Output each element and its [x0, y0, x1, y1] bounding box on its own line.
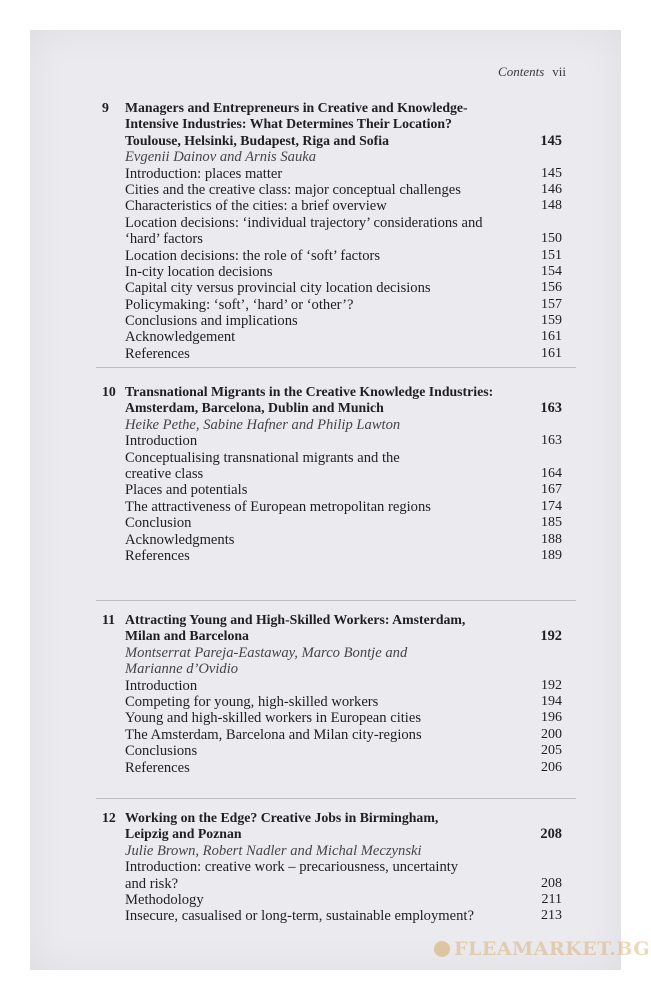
toc-entry-text: Insecure, casualised or long-term, sustainable employment?: [125, 908, 474, 925]
chapter-title-line-text: Intensive Industries: What Determines Their Location?: [125, 116, 452, 132]
toc-entry-text: ‘hard’ factors: [125, 231, 203, 248]
page-number: 145: [541, 165, 562, 181]
section-divider: [96, 798, 576, 799]
chapter-title-line: [30, 400, 621, 416]
toc-entry: [30, 248, 621, 264]
running-head: [30, 64, 566, 80]
page-number: 163: [541, 433, 562, 449]
page-number: 164: [541, 465, 562, 481]
toc-entry: [30, 515, 621, 531]
toc-entry: [30, 482, 621, 498]
toc-entry: [30, 313, 621, 329]
chapter-12: [30, 810, 621, 925]
toc-entry-text: References: [125, 547, 190, 564]
watermark-logo: FLEAMARKET.BG: [434, 938, 650, 960]
toc-entry-text: Location decisions: ‘individual trajectory’ considerations and: [125, 214, 483, 231]
page-number: 154: [541, 263, 562, 279]
chapter-title-line: [30, 826, 621, 842]
toc-entry: [30, 499, 621, 515]
toc-entry-text: Conclusion: [125, 515, 192, 532]
toc-entry: [30, 678, 621, 694]
page-number: 156: [541, 280, 562, 296]
page-number: 192: [540, 628, 562, 645]
toc-entry: [30, 166, 621, 182]
toc-entry-text: Policymaking: ‘soft’, ‘hard’ or ‘other’?: [125, 296, 354, 313]
chapter-9: [30, 100, 621, 362]
toc-entry-text: Acknowledgement: [125, 329, 236, 346]
toc-entry-text: Conclusions: [125, 743, 198, 760]
toc-entry-text: References: [125, 345, 190, 362]
toc-entry: [30, 710, 621, 726]
chapter-title-line-text: Leipzig and Poznan: [125, 826, 242, 842]
page-number: 159: [541, 313, 562, 329]
page-number: 194: [541, 693, 562, 709]
toc-entry: [30, 433, 621, 449]
section-divider: [96, 367, 576, 368]
toc-entry-text: The attractiveness of European metropolitan regions: [125, 498, 431, 515]
toc-entry: [30, 346, 621, 362]
chapter-number: 11: [102, 612, 116, 627]
chapter-title-line: [30, 810, 621, 826]
toc-entry-text: and risk?: [125, 875, 179, 892]
toc-entry: [30, 760, 621, 776]
page-number: 148: [541, 198, 562, 214]
toc-entry-text: Conceptualising transnational migrants and the: [125, 449, 400, 466]
page-number: 200: [541, 726, 562, 742]
page-number: 161: [541, 345, 562, 361]
page-number: 161: [541, 329, 562, 345]
chapter-authors: [30, 645, 621, 661]
chapter-10: [30, 384, 621, 564]
toc-entry-text: The Amsterdam, Barcelona and Milan city-regions: [125, 726, 422, 743]
page-number: 188: [541, 531, 562, 547]
toc-entry: [30, 743, 621, 759]
toc-entry: [30, 297, 621, 313]
toc-entry: [30, 694, 621, 710]
toc-entry: [30, 231, 621, 247]
toc-entry: [30, 908, 621, 924]
toc-entry-text: Introduction: [125, 677, 198, 694]
chapter-authors: [30, 417, 621, 433]
chapter-authors-text: Marianne d’Ovidio: [125, 661, 239, 678]
chapter-authors-text: Evgenii Dainov and Arnis Sauka: [125, 149, 317, 166]
chapter-11: [30, 612, 621, 776]
toc-entry-text: Acknowledgments: [125, 531, 235, 548]
chapter-title-line-text: Attracting Young and High-Skilled Workers: Amsterdam,: [125, 612, 466, 627]
section-divider: [96, 600, 576, 601]
toc-entry-text: Location decisions: the role of ‘soft’ factors: [125, 247, 381, 264]
page-number: 192: [541, 677, 562, 693]
toc-entry-text: Places and potentials: [125, 482, 248, 499]
chapter-number: 12: [102, 810, 116, 825]
toc-entry: [30, 198, 621, 214]
chapter-title-line-text: Working on the Edge? Creative Jobs in Birmingham,: [125, 810, 439, 825]
chapter-number: 9: [102, 100, 109, 115]
toc-entry: [30, 466, 621, 482]
toc-entry: [30, 450, 621, 466]
watermark-icon: [434, 941, 450, 957]
toc-entry-text: Young and high-skilled workers in European cities: [125, 710, 422, 727]
page-number: 145: [540, 132, 562, 149]
running-head-page-number: vii: [552, 64, 566, 79]
toc-entry: [30, 532, 621, 548]
chapter-authors-text: Julie Brown, Robert Nadler and Michal Meczynski: [125, 842, 422, 859]
book-page: [30, 30, 651, 970]
page-number: 208: [541, 875, 562, 891]
page-number: 150: [541, 231, 562, 247]
running-head-label: Contents: [498, 64, 545, 79]
toc-entry-text: Introduction: creative work – precariousness, uncertainty: [125, 859, 459, 876]
toc-entry-text: Methodology: [125, 891, 204, 908]
page-number: 167: [541, 482, 562, 498]
toc-entry-text: Introduction: places matter: [125, 165, 283, 182]
page-number: 211: [541, 891, 562, 907]
page-number: 196: [541, 710, 562, 726]
page-number: 208: [540, 826, 562, 843]
chapter-authors: [30, 661, 621, 677]
toc-entry-text: Characteristics of the cities: a brief overview: [125, 198, 387, 215]
toc-entry-text: Introduction: [125, 433, 198, 450]
page-number: 189: [541, 547, 562, 563]
chapter-title-line: [30, 133, 621, 149]
page-number: 174: [541, 498, 562, 514]
toc-entry: [30, 264, 621, 280]
chapter-authors-text: Montserrat Pareja-Eastaway, Marco Bontje and: [125, 644, 408, 661]
page-number: 157: [541, 296, 562, 312]
chapter-number: 10: [102, 384, 116, 399]
page-number: 151: [541, 247, 562, 263]
toc-entry: [30, 215, 621, 231]
chapter-title-line-text: Milan and Barcelona: [125, 628, 249, 644]
toc-entry: [30, 280, 621, 296]
page-number: 213: [541, 908, 562, 924]
toc-entry: [30, 727, 621, 743]
chapter-title-line: [30, 612, 621, 628]
page-number: 163: [540, 400, 562, 417]
chapter-title-line-text: Toulouse, Helsinki, Budapest, Riga and Sofia: [125, 132, 390, 148]
toc-entry-text: In-city location decisions: [125, 263, 273, 280]
toc-entry: [30, 182, 621, 198]
chapter-title-line: [30, 100, 621, 116]
page-number: 146: [541, 181, 562, 197]
toc-entry-text: Competing for young, high-skilled workers: [125, 693, 379, 710]
toc-entry-text: Conclusions and implications: [125, 313, 298, 330]
toc-entry-text: References: [125, 759, 190, 776]
chapter-title-line: [30, 116, 621, 132]
chapter-title-line-text: Amsterdam, Barcelona, Dublin and Munich: [125, 400, 384, 416]
chapter-title-line: [30, 384, 621, 400]
page-number: 185: [541, 515, 562, 531]
page-number: 206: [541, 759, 562, 775]
toc-entry-text: creative class: [125, 465, 204, 482]
chapter-title-line-text: Transnational Migrants in the Creative Knowledge Industries:: [125, 384, 494, 399]
chapter-authors: [30, 149, 621, 165]
chapter-authors: [30, 843, 621, 859]
toc-entry-text: Cities and the creative class: major conceptual challenges: [125, 181, 461, 198]
chapter-title-line-text: Managers and Entrepreneurs in Creative and Knowledge-: [125, 100, 468, 115]
toc-entry: [30, 876, 621, 892]
toc-entry: [30, 859, 621, 875]
toc-entry-text: Capital city versus provincial city location decisions: [125, 280, 431, 297]
toc-entry: [30, 329, 621, 345]
chapter-authors-text: Heike Pethe, Sabine Hafner and Philip Lawton: [125, 416, 401, 433]
toc-entry: [30, 892, 621, 908]
chapter-title-line: [30, 628, 621, 644]
page-number: 205: [541, 743, 562, 759]
toc-entry: [30, 548, 621, 564]
